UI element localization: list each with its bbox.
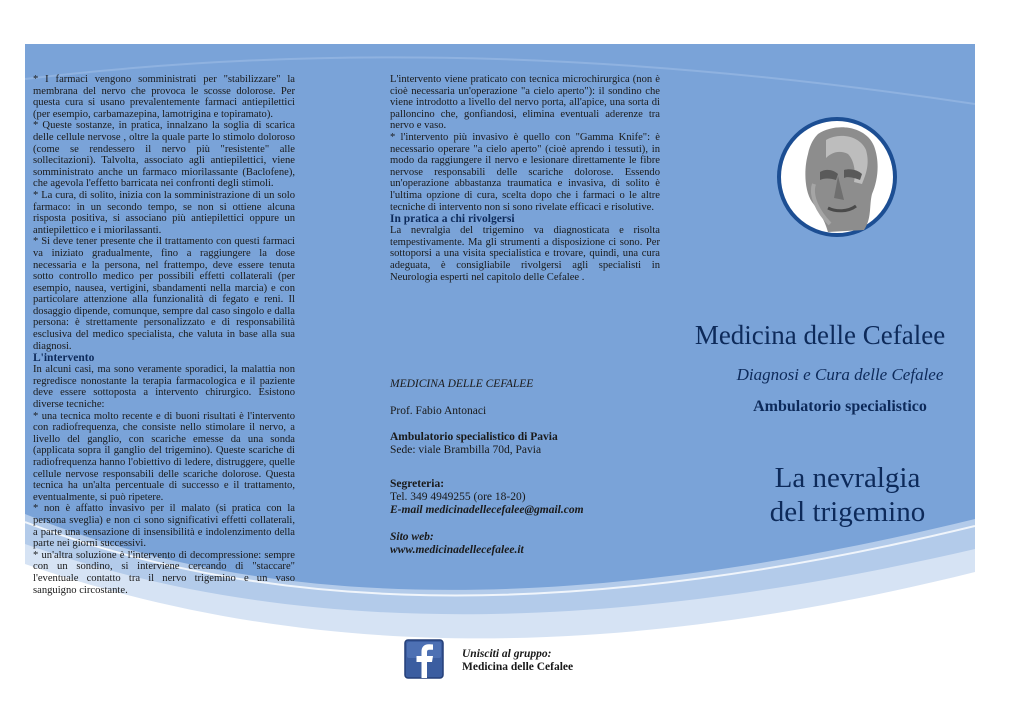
paragraph: L'intervento viene praticato con tecnica microchirurgica (non è cioè necessaria un'operazione "a cielo aperto"): il sondino che viene introdotto a livello del nervo porta, all'apice, una sorta di palloncino che, gonfiandosi, elimina eventuali aderenze tra nervo e vaso. [390, 74, 660, 132]
cover-title: Medicina delle Cefalee [694, 320, 946, 350]
paragraph: * La cura, di solito, inizia con la somministrazione di un solo farmaco: in un secondo tempo, se non si ottiene alcuna risposta positiva, si associano più antiepilettici oppure un antiepilettico e i miorilassanti. [33, 189, 295, 236]
paragraph: * un'altra soluzione è l'intervento di decompressione: sempre con un sondino, si interviene cercando di "staccare" l'eventuale contatto tra il nervo trigemino e un vaso sanguigno circostante. [33, 549, 295, 596]
brochure-sheet [25, 44, 975, 704]
stone-head-logo-icon [774, 114, 900, 240]
cover-service: Ambulatorio specialistico [753, 398, 927, 415]
contact-address: Sede: viale Brambilla 70d, Pavia [390, 444, 542, 456]
contact-secretary-block [390, 478, 650, 517]
join-label: Unisciti al gruppo: [462, 648, 552, 660]
cover-topic [705, 461, 975, 529]
cover-topic-line2: del trigemino [769, 496, 926, 528]
cover-subtitle: Diagnosi e Cura delle Cefalee [736, 365, 944, 384]
contact-secretary-label: Segreteria: [390, 478, 445, 490]
contact-website-label: Sito web: [390, 531, 434, 543]
facebook-icon[interactable] [403, 638, 445, 680]
paragraph: La nevralgia del trigemino va diagnosticata e risolta tempestivamente. Ma gli strumenti a disposizione ci sono. Per sottoporsi a una visita specialistica e trovare, quindi, una cura adeguata, è consigliabile rivolgersi agli specialisti in Neurologia esperti nel capitolo delle Cefalee . [390, 225, 660, 283]
contact-email[interactable]: E-mail medicinadellecefalee@gmail.com [390, 504, 584, 516]
paragraph: * l'intervento più invasivo è quello con "Gamma Knife": è necessario operare "a cielo aperto" (cioè aprendo i tessuti), in modo da raggiungere il nervo e lesionare direttamente le fibre nervose responsabili delle scariche dolorose. Essendo un'operazione abbastanza traumatica e invasiva, di solito è l'ultima opzione di cura, scelta dopo che i farmaci o le altre tecniche di intervento non si sono rivelate efficaci e risolutive. [390, 131, 660, 213]
join-group-name[interactable]: Medicina delle Cefalee [462, 661, 574, 673]
contact-phone: Tel. 349 4949255 (ore 18-20) [390, 491, 526, 503]
cover-topic-line1: La nevralgia [774, 462, 921, 494]
paragraph: * non è affatto invasivo per il malato (si pratica con la persona sveglia) e non ci sono significativi effetti collaterali, a parte una sensazione di insensibilità e indolenzimento della parte nei giorni successivi. [33, 503, 295, 550]
middle-text-column [390, 74, 660, 283]
facebook-group-text [462, 648, 573, 674]
contact-org-title: MEDICINA DELLE CEFALEE [390, 378, 534, 390]
paragraph: * Queste sostanze, in pratica, innalzano la soglia di scarica delle cellule nervose , oltre la quale parte lo stimolo doloroso (come se rendessero il nervo più "resistente" alle sollecitazioni). Talvolta, associato agli antiepilettici, viene somministrato anche un farmaco miorilassante (Baclofene), che agevola l'effetto barricata nei confronti degli stimoli. [33, 120, 295, 190]
contact-clinic-block [390, 431, 650, 457]
left-text-column [33, 74, 295, 596]
paragraph: * I farmaci vengono somministrati per "stabilizzare" la membrana del nervo che provoca le scosse dolorose. Per questa cura si usano prevalentemente farmaci antiepilettici (per esempio, carbamazepina, lamotrigina e topiramato). [33, 74, 295, 120]
contact-clinic: Ambulatorio specialistico di Pavia [390, 431, 558, 443]
contact-website[interactable]: www.medicinadellecefalee.it [390, 544, 524, 556]
paragraph: In alcuni casi, ma sono veramente sporadici, la malattia non regredisce nonostante la terapia farmacologica e il paziente deve essere sottoposta a intervento chirurgico. Esistono diverse tecniche: [33, 364, 295, 411]
contact-doctor: Prof. Fabio Antonaci [390, 405, 487, 417]
contact-web-block [390, 531, 650, 557]
paragraph: * una tecnica molto recente e di buoni risultati è l'intervento con radiofrequenza, che consiste nello stimolare il nervo, a livello del ganglio, con scariche emesse da una sonda (applicata sopra il ganglio del trigemino). Queste scariche di radiofrequenza hanno l'obiettivo di ledere, distruggere, quelle cellule nervose responsabili delle scariche dolorose. Questa tecnica ha un'alta percentuale di successo e il trattamento, eventualmente, si può ripetere. [33, 410, 295, 503]
paragraph: * Si deve tener presente che il trattamento con questi farmaci va iniziato gradualmente, fino a raggiungere la dose necessaria e la persona, nel frattempo, deve essere tenuta sotto controllo medico per possibili effetti collaterali (per esempio, nausea, vertigini, sbandamenti nella marcia) e con particolare attenzione alla funzionalità di fegato e reni. Il dosaggio dipende, comunque, sempre dal caso singolo e dalla persona: è strettamente personalizzato e di responsabilità esclusiva del medico specialista, che valuta in base alla sua diagnosi. [33, 236, 295, 352]
section-heading: L'intervento [33, 352, 95, 365]
section-heading: In pratica a chi rivolgersi [390, 213, 515, 226]
